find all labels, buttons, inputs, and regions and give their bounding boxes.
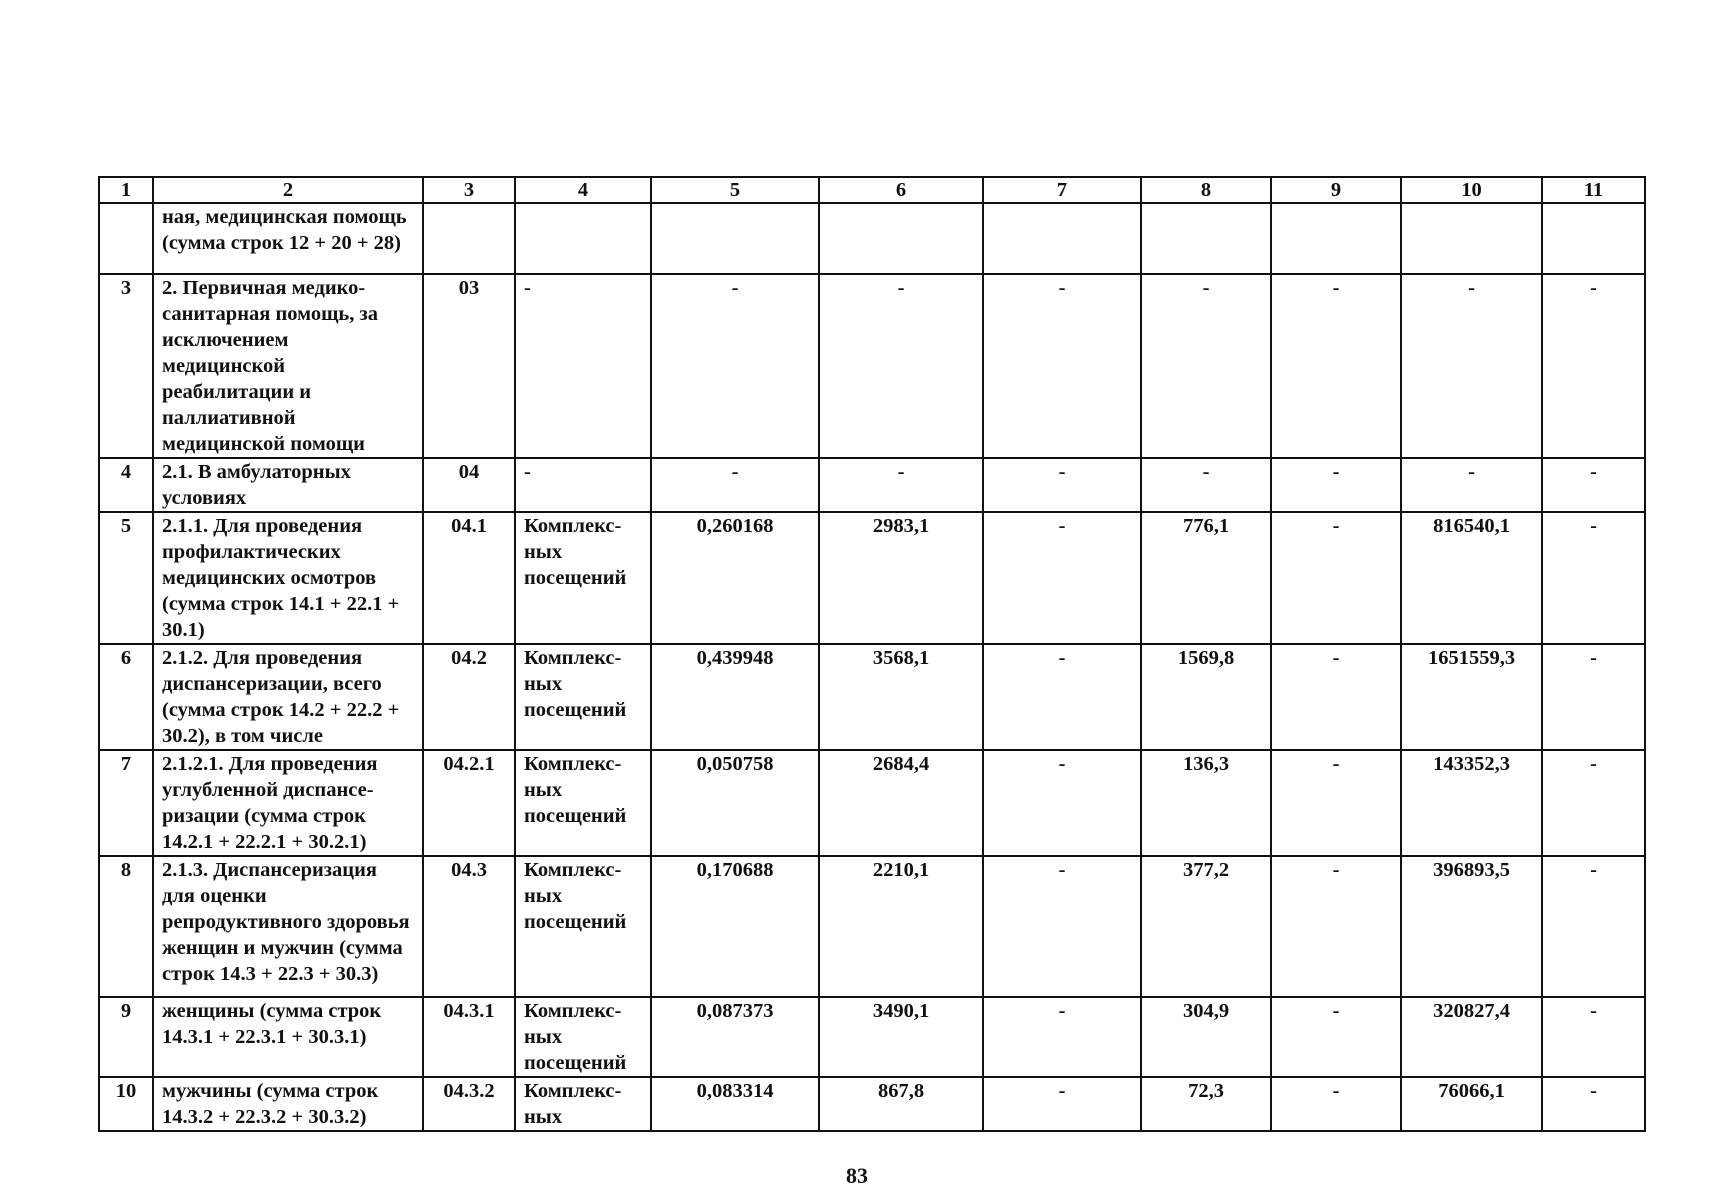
cell-row-code: 04.2: [423, 644, 515, 750]
cell-volume-norm: [651, 203, 819, 274]
column-header-10: 10: [1401, 177, 1542, 203]
column-header-2: 2: [153, 177, 423, 203]
cell-col-8: 304,9: [1141, 997, 1271, 1077]
cell-indicator-name: 2.1. В амбулаторных условиях: [153, 458, 423, 512]
cell-indicator-name: женщины (сумма строк 14.3.1 + 22.3.1 + 30.3.1): [153, 997, 423, 1077]
column-header-3: 3: [423, 177, 515, 203]
table-row: [99, 644, 1645, 750]
cell-col-10: [1401, 203, 1542, 274]
cell-volume-norm: 0,087373: [651, 997, 819, 1077]
cell-indicator-name: мужчины (сумма строк 14.3.2 + 22.3.2 + 30.3.2): [153, 1077, 423, 1131]
cell-col-9: -: [1271, 1077, 1401, 1131]
cell-unit: Комплекс-ных: [515, 1077, 651, 1131]
table-row: [99, 274, 1645, 458]
cell-row-code: 04.3.2: [423, 1077, 515, 1131]
cell-row-number: 4: [99, 458, 153, 512]
column-header-8: 8: [1141, 177, 1271, 203]
column-header-4: 4: [515, 177, 651, 203]
table-header: [99, 177, 1645, 203]
table-row: [99, 750, 1645, 856]
column-header-9: 9: [1271, 177, 1401, 203]
cell-row-code: 04.3.1: [423, 997, 515, 1077]
cell-col-10: 76066,1: [1401, 1077, 1542, 1131]
cell-col-11: -: [1542, 512, 1645, 644]
cell-col-7: -: [983, 856, 1141, 997]
cell-row-number: [99, 203, 153, 274]
cell-unit: Комплекс-ных посещений: [515, 750, 651, 856]
cell-cost-norm: -: [819, 274, 983, 458]
cell-row-number: 10: [99, 1077, 153, 1131]
cell-col-7: -: [983, 644, 1141, 750]
header-row: [99, 177, 1645, 203]
cell-cost-norm: 2210,1: [819, 856, 983, 997]
cell-col-9: -: [1271, 458, 1401, 512]
cell-col-8: 377,2: [1141, 856, 1271, 997]
cell-col-8: 136,3: [1141, 750, 1271, 856]
cell-row-code: 03: [423, 274, 515, 458]
cell-row-code: 04.3: [423, 856, 515, 997]
cell-col-9: [1271, 203, 1401, 274]
cell-col-11: -: [1542, 644, 1645, 750]
cell-col-11: -: [1542, 458, 1645, 512]
column-header-11: 11: [1542, 177, 1645, 203]
column-header-1: 1: [99, 177, 153, 203]
cell-col-9: -: [1271, 644, 1401, 750]
cell-row-number: 8: [99, 856, 153, 997]
cell-row-code: 04.1: [423, 512, 515, 644]
cell-unit: Комплекс-ных посещений: [515, 997, 651, 1077]
cell-col-10: 320827,4: [1401, 997, 1542, 1077]
cell-col-9: -: [1271, 750, 1401, 856]
cell-volume-norm: 0,083314: [651, 1077, 819, 1131]
table-row: [99, 512, 1645, 644]
cell-volume-norm: 0,050758: [651, 750, 819, 856]
cell-col-7: -: [983, 458, 1141, 512]
cell-col-10: -: [1401, 458, 1542, 512]
cell-unit: -: [515, 274, 651, 458]
cell-col-7: [983, 203, 1141, 274]
table-row: [99, 203, 1645, 274]
table-row: [99, 458, 1645, 512]
cell-volume-norm: 0,170688: [651, 856, 819, 997]
cell-volume-norm: -: [651, 458, 819, 512]
cell-col-11: -: [1542, 274, 1645, 458]
column-header-6: 6: [819, 177, 983, 203]
cell-col-7: -: [983, 274, 1141, 458]
cell-volume-norm: 0,439948: [651, 644, 819, 750]
cell-volume-norm: -: [651, 274, 819, 458]
cell-col-7: -: [983, 750, 1141, 856]
cell-cost-norm: -: [819, 458, 983, 512]
cell-indicator-name: ная, медицинская помощь (сумма строк 12 + 20 + 28): [153, 203, 423, 274]
table-row: [99, 856, 1645, 997]
cell-col-10: 816540,1: [1401, 512, 1542, 644]
cell-cost-norm: 2983,1: [819, 512, 983, 644]
page-number: 83: [846, 1163, 868, 1188]
cell-cost-norm: [819, 203, 983, 274]
cell-col-8: 1569,8: [1141, 644, 1271, 750]
cell-row-code: 04: [423, 458, 515, 512]
cell-row-code: [423, 203, 515, 274]
cell-col-10: 143352,3: [1401, 750, 1542, 856]
cell-col-11: -: [1542, 750, 1645, 856]
table-row: [99, 1077, 1645, 1131]
cell-col-10: 396893,5: [1401, 856, 1542, 997]
cell-indicator-name: 2.1.1. Для проведения профилактических медицинских осмотров (сумма строк 14.1 + 22.1 + 30.1): [153, 512, 423, 644]
cell-indicator-name: 2.1.2. Для проведения диспансеризации, всего (сумма строк 14.2 + 22.2 + 30.2), в том числе: [153, 644, 423, 750]
cell-indicator-name: 2. Первичная медико-санитарная помощь, за исключением медицинской реабилитации и паллиативной медицинской помощи: [153, 274, 423, 458]
cell-col-10: -: [1401, 274, 1542, 458]
cell-col-7: -: [983, 1077, 1141, 1131]
cell-cost-norm: 3568,1: [819, 644, 983, 750]
cell-indicator-name: 2.1.2.1. Для проведения углубленной диспансе-ризации (сумма строк 14.2.1 + 22.2.1 + 30.2.1): [153, 750, 423, 856]
cell-indicator-name: 2.1.3. Диспансеризация для оценки репродуктивного здоровья женщин и мужчин (сумма строк 14.3 + 22.3 + 30.3): [153, 856, 423, 997]
cell-volume-norm: 0,260168: [651, 512, 819, 644]
data-table: [98, 176, 1646, 1132]
cell-cost-norm: 867,8: [819, 1077, 983, 1131]
cell-col-9: -: [1271, 997, 1401, 1077]
cell-unit: [515, 203, 651, 274]
cell-col-9: -: [1271, 856, 1401, 997]
table-row: [99, 997, 1645, 1077]
table-body: [99, 203, 1645, 1131]
column-header-5: 5: [651, 177, 819, 203]
cell-col-8: -: [1141, 458, 1271, 512]
cell-cost-norm: 2684,4: [819, 750, 983, 856]
cell-col-8: -: [1141, 274, 1271, 458]
cell-unit: Комплекс-ных посещений: [515, 856, 651, 997]
cell-row-number: 6: [99, 644, 153, 750]
cell-col-8: 776,1: [1141, 512, 1271, 644]
cell-col-9: -: [1271, 274, 1401, 458]
cell-col-11: -: [1542, 1077, 1645, 1131]
cell-col-8: [1141, 203, 1271, 274]
cell-col-7: -: [983, 997, 1141, 1077]
cell-col-9: -: [1271, 512, 1401, 644]
cell-col-11: [1542, 203, 1645, 274]
cell-col-8: 72,3: [1141, 1077, 1271, 1131]
cell-col-10: 1651559,3: [1401, 644, 1542, 750]
cell-row-number: 5: [99, 512, 153, 644]
cell-col-7: -: [983, 512, 1141, 644]
cell-row-number: 3: [99, 274, 153, 458]
cell-col-11: -: [1542, 997, 1645, 1077]
cell-row-number: 7: [99, 750, 153, 856]
cell-row-number: 9: [99, 997, 153, 1077]
column-header-7: 7: [983, 177, 1141, 203]
cell-unit: -: [515, 458, 651, 512]
cell-row-code: 04.2.1: [423, 750, 515, 856]
cell-unit: Комплекс-ных посещений: [515, 512, 651, 644]
cell-col-11: -: [1542, 856, 1645, 997]
cell-unit: Комплекс-ных посещений: [515, 644, 651, 750]
cell-cost-norm: 3490,1: [819, 997, 983, 1077]
